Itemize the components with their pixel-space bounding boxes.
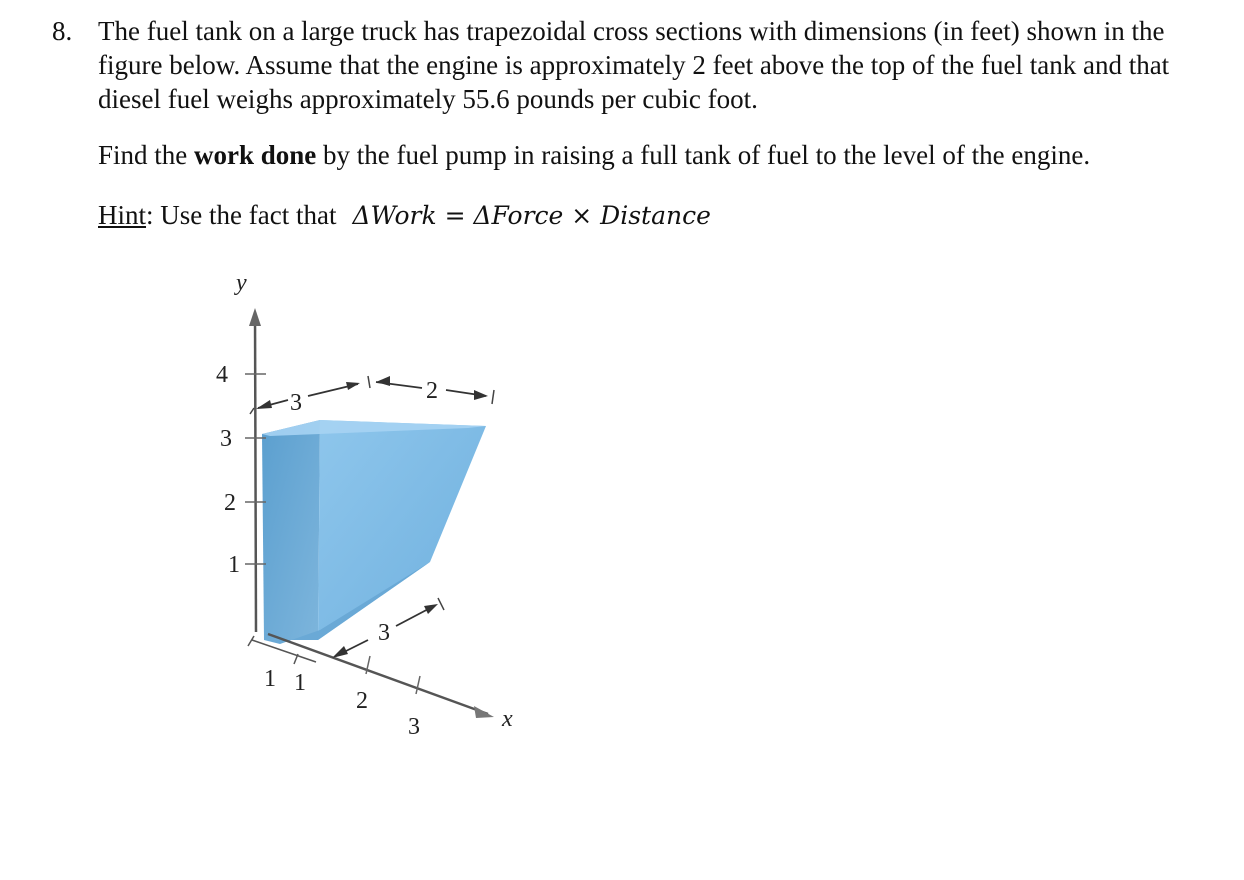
y-tick-label-1: 1 <box>228 552 240 578</box>
y-axis-arrow <box>249 308 261 326</box>
hint-formula: ΔWork = ΔForce × Distance <box>352 201 711 230</box>
y-tick-label-3: 3 <box>220 426 232 452</box>
task-prefix: Find the <box>98 140 195 170</box>
y-tick-label-2: 2 <box>224 490 236 516</box>
top-dimension-arrowhead <box>346 382 360 390</box>
top-dimension-label-right: 2 <box>426 378 438 404</box>
problem-number: 8. <box>52 16 73 46</box>
hint-label: Hint <box>98 200 147 230</box>
bottom-dimension-arrowhead <box>424 604 438 614</box>
bottom-dimension-tick <box>438 598 444 610</box>
top-dimension-tick <box>492 390 494 404</box>
task-suffix: by the fuel pump in raising a full tank of fuel to the level of the engine. <box>316 140 1091 170</box>
task-emphasis: work done <box>194 140 317 170</box>
hint-text: : Use the fact that <box>146 200 337 230</box>
y-axis-label: y <box>236 270 247 296</box>
depth-dimension-line <box>252 640 316 662</box>
x-tick-label-2: 2 <box>356 688 368 714</box>
task-instruction <box>98 138 1090 172</box>
top-dimension-tick <box>368 376 370 388</box>
top-dimension-label-left: 3 <box>290 390 302 416</box>
top-dimension-arrowhead <box>256 400 272 409</box>
tank-side-face <box>318 420 486 640</box>
bottom-dimension-arrowhead <box>332 646 348 658</box>
depth-label-1a: 1 <box>264 666 276 692</box>
x-axis-arrow <box>474 706 494 718</box>
x-axis-label: x <box>502 706 513 732</box>
top-dimension-arrowhead <box>474 390 488 400</box>
top-dimension-arrowhead <box>376 376 390 386</box>
x-tick-label-3: 3 <box>408 714 420 740</box>
x-tick <box>416 676 420 694</box>
top-dimension-tick <box>250 408 254 414</box>
problem-statement: The fuel tank on a large truck has trapezoidal cross sections with dimensions (in feet) shown in the figure below. Assume that the engine is approximately 2 feet above the top of the fuel tank and that diesel fuel weighs approximately 55.6 pounds per cubic foot. <box>98 16 1170 114</box>
y-axis <box>255 312 256 632</box>
y-tick-label-4: 4 <box>216 362 228 388</box>
hint <box>98 198 711 233</box>
depth-label-1b: 1 <box>294 670 306 696</box>
tank-left-face <box>262 420 320 640</box>
fuel-tank-figure <box>190 262 530 742</box>
bottom-dimension-label: 3 <box>378 620 390 646</box>
